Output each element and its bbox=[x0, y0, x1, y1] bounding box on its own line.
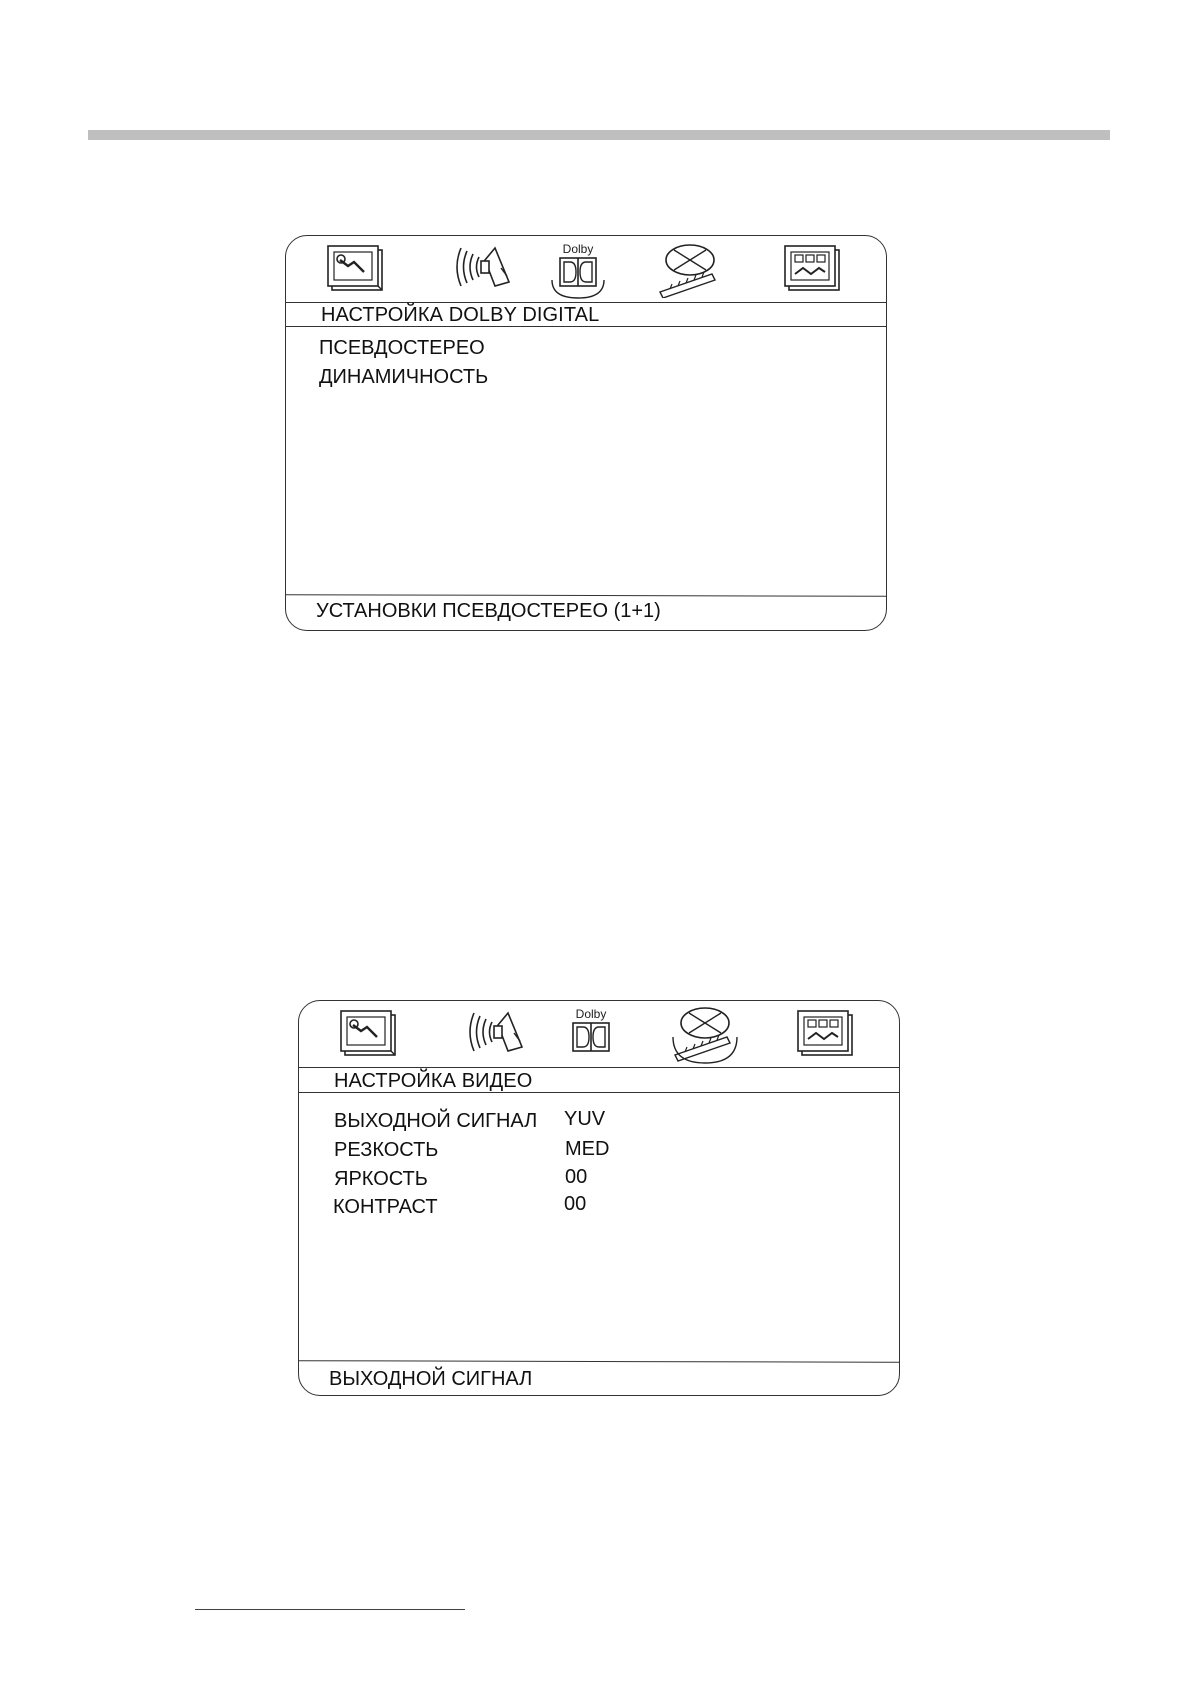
menu-item-dynamic-range[interactable]: ДИНАМИЧНОСТЬ bbox=[319, 366, 489, 388]
menu-icon-bar bbox=[286, 236, 886, 302]
preference-icon[interactable] bbox=[781, 242, 843, 300]
svg-text:Dolby: Dolby bbox=[575, 1007, 607, 1021]
menu-item-contrast[interactable]: КОНТРАСТ bbox=[333, 1196, 438, 1218]
sharpness-value: MED bbox=[565, 1138, 610, 1160]
dolby-icon[interactable] bbox=[548, 240, 608, 298]
status-text: УСТАНОВКИ ПСЕВДОСТЕРЕО (1+1) bbox=[316, 600, 661, 622]
video-reel-icon[interactable] bbox=[656, 242, 722, 300]
tools-icon[interactable] bbox=[326, 242, 386, 300]
speaker-icon[interactable] bbox=[451, 242, 513, 300]
title-top-divider bbox=[299, 1067, 899, 1068]
video-setup-menu bbox=[298, 1000, 900, 1396]
menu-item-sharpness[interactable]: РЕЗКОСТЬ bbox=[334, 1139, 439, 1161]
output-signal-value: YUV bbox=[564, 1108, 606, 1130]
menu-icon-bar bbox=[299, 1001, 899, 1067]
menu-item-pseudo-stereo[interactable]: ПСЕВДОСТЕРЕО bbox=[319, 337, 485, 359]
dolby-setup-menu bbox=[285, 235, 887, 631]
footer-link-underline[interactable] bbox=[195, 1609, 465, 1610]
speaker-icon[interactable] bbox=[464, 1007, 526, 1065]
title-bottom-divider bbox=[299, 1092, 899, 1093]
svg-text:Dolby: Dolby bbox=[562, 242, 594, 256]
status-divider bbox=[299, 1360, 899, 1363]
menu-item-output-signal[interactable]: ВЫХОДНОЙ СИГНАЛ bbox=[334, 1110, 538, 1132]
dolby-icon[interactable] bbox=[561, 1005, 621, 1063]
status-divider bbox=[286, 594, 886, 597]
title-top-divider bbox=[286, 302, 886, 303]
brightness-value: 00 bbox=[565, 1166, 588, 1188]
status-text: ВЫХОДНОЙ СИГНАЛ bbox=[329, 1368, 533, 1390]
title-bottom-divider bbox=[286, 326, 886, 327]
preference-icon[interactable] bbox=[794, 1007, 856, 1065]
contrast-value: 00 bbox=[564, 1193, 587, 1215]
tools-icon[interactable] bbox=[339, 1007, 399, 1065]
menu-title: НАСТРОЙКА DOLBY DIGITAL bbox=[321, 304, 600, 326]
top-divider-bar bbox=[88, 130, 1110, 140]
menu-title: НАСТРОЙКА ВИДЕО bbox=[334, 1070, 533, 1092]
menu-item-brightness[interactable]: ЯРКОСТЬ bbox=[334, 1168, 428, 1190]
video-reel-icon[interactable] bbox=[669, 1003, 739, 1061]
